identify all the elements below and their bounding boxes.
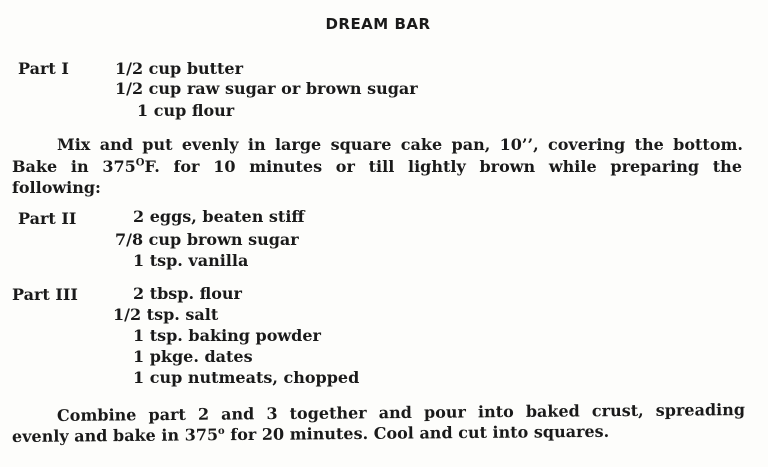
ingredient: 1 cup nutmeats, chopped (133, 368, 360, 387)
ingredient: 2 eggs, beaten stiff (133, 207, 305, 226)
text: for 20 minutes. Cool and cut into squares. (224, 421, 610, 445)
degree-mark: o (217, 425, 225, 437)
text: evenly and bake in 375 (11, 425, 219, 446)
part1-label: Part I (18, 59, 69, 78)
instruction-line: Combine part 2 and 3 together and pour into baked crust, spreading (56, 399, 746, 426)
ingredient: 1 tsp. baking powder (133, 326, 321, 345)
degree-mark: O (135, 157, 145, 169)
ingredient: 1 tsp. vanilla (133, 251, 249, 270)
part3-label: Part III (12, 285, 78, 304)
ingredient: 1/2 cup butter (115, 59, 244, 78)
ingredient: 7/8 cup brown sugar (115, 230, 299, 249)
ingredient: 1/2 cup raw sugar or brown sugar (115, 79, 418, 98)
ingredient: 2 tbsp. flour (133, 284, 242, 303)
instruction-line (12, 422, 609, 447)
text: F. for 10 minutes or till lightly brown while preparing the (144, 157, 742, 176)
instruction-line: following: (12, 178, 101, 197)
part2-label: Part II (18, 209, 77, 228)
recipe-title: DREAM BAR (325, 15, 431, 33)
ingredient: 1/2 tsp. salt (113, 305, 219, 324)
instruction-line: Mix and put evenly in large square cake pan, 10’’, covering the bottom. (57, 135, 743, 154)
instruction-line (12, 157, 742, 177)
ingredient: 1 pkge. dates (133, 347, 253, 366)
ingredient: 1 cup flour (137, 101, 235, 120)
text: Bake in 375 (12, 157, 136, 176)
